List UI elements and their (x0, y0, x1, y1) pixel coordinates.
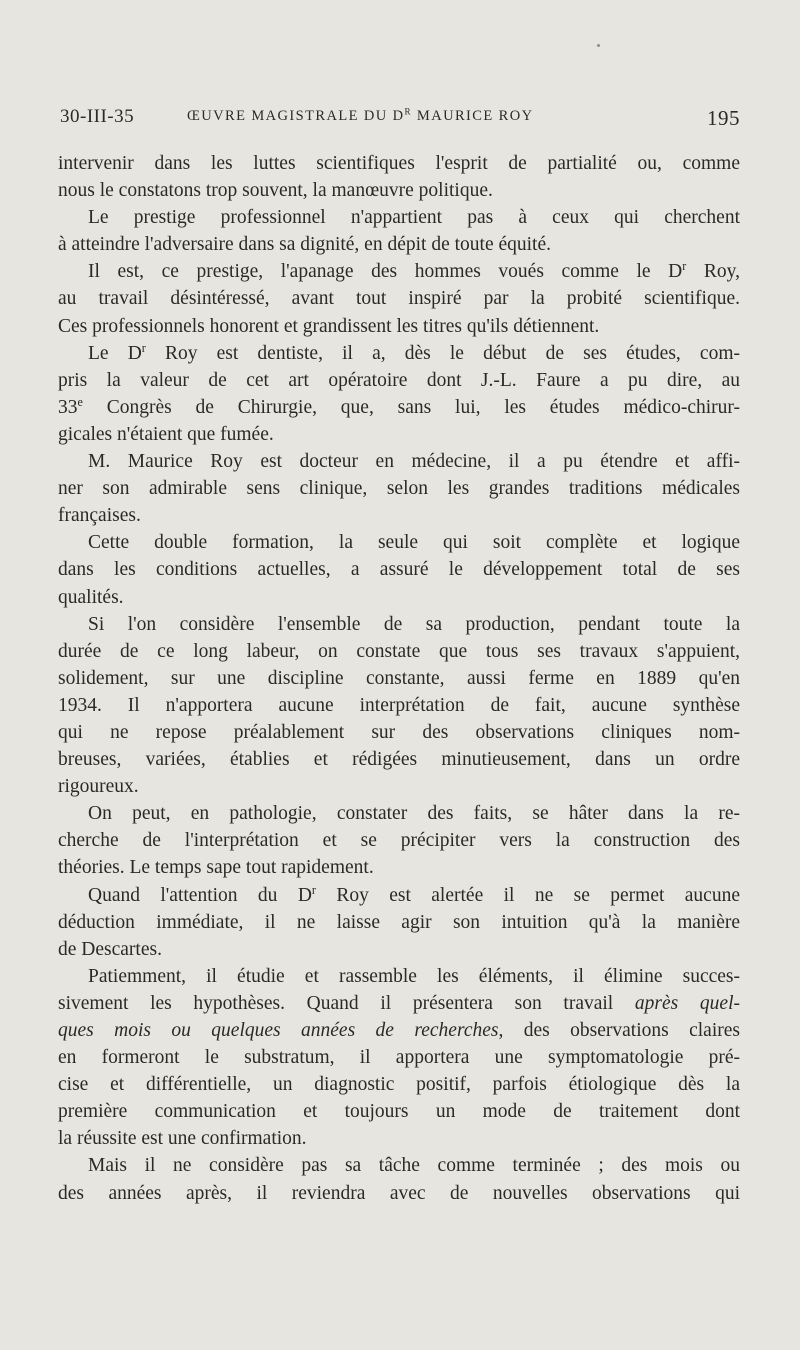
paper-speck (597, 44, 600, 47)
text-run: Le D (88, 342, 142, 364)
text-run: Cette double formation, la seule qui soit complète et logique (88, 532, 740, 554)
text-run: rigoureux. (58, 776, 139, 798)
text-line (58, 827, 740, 854)
text-run: M. Maurice Roy est docteur en médecine, il a pu étendre et affi- (88, 451, 740, 473)
text-line (58, 231, 740, 258)
text-line (58, 963, 740, 990)
text-run: des années après, il reviendra avec de nouvelles observations qui (58, 1182, 740, 1204)
text-run: Il est, ce prestige, l'apanage des hommes voués comme le D (88, 261, 683, 283)
text-run: Congrès de Chirurgie, que, sans lui, les études médico-chirur- (82, 396, 740, 418)
text-run: première communication et toujours un mode de traitement dont (58, 1101, 740, 1123)
text-run: Roy, (686, 261, 740, 283)
text-line (58, 1017, 740, 1044)
text-line (58, 313, 740, 340)
text-run: 1934. Il n'apportera aucune interprétation de fait, aucune synthèse (58, 694, 740, 716)
text-run: sivement les hypothèses. Quand il présentera son travail (58, 992, 635, 1014)
text-line (58, 882, 740, 909)
text-run: solidement, sur une discipline constante, aussi ferme en 1889 qu'en (58, 667, 740, 689)
text-line (58, 1180, 740, 1207)
text-run: la réussite est une confirmation. (58, 1128, 307, 1150)
text-line (58, 638, 740, 665)
superscript: r (682, 259, 687, 274)
text-line (58, 773, 740, 800)
body-text (58, 150, 740, 1207)
text-line (58, 584, 740, 611)
page-number: 195 (707, 106, 740, 130)
text-run: gicales n'étaient que fumée. (58, 423, 274, 445)
text-run: , des observations claires (498, 1020, 740, 1041)
text-line (58, 475, 740, 502)
text-line (58, 340, 740, 367)
header-title-sup: R (404, 106, 412, 117)
superscript: r (141, 340, 146, 355)
text-line (58, 177, 740, 204)
text-run: cherche de l'interprétation et se précipiter vers la construction des (58, 830, 740, 852)
text-run: Patiemment, il étudie et rassemble les éléments, il élimine succes- (88, 965, 740, 987)
text-run: On peut, en pathologie, constater des faits, se hâter dans la re- (88, 803, 740, 825)
text-run: pris la valeur de cet art opératoire dont J.-L. Faure a pu dire, au (58, 369, 740, 391)
text-line (58, 204, 740, 231)
text-run: de Descartes. (58, 938, 162, 960)
text-line (58, 800, 740, 827)
text-run: durée de ce long labeur, on constate que tous ses travaux s'appuient, (58, 640, 740, 662)
text-run: Si l'on considère l'ensemble de sa production, pendant toute la (88, 613, 740, 635)
text-run: à atteindre l'adversaire dans sa dignité, en dépit de toute équité. (58, 234, 551, 256)
text-run: théories. Le temps sape tout rapidement. (58, 857, 374, 879)
text-line (58, 421, 740, 448)
text-run: dans les conditions actuelles, a assuré le développement total de ses (58, 559, 740, 581)
text-run: Ces professionnels honorent et grandissent les titres qu'ils détiennent. (58, 315, 600, 337)
header-title-main: ŒUVRE MAGISTRALE DU D (187, 108, 405, 124)
superscript: e (77, 394, 83, 409)
text-line (58, 990, 740, 1017)
italic-text: ques mois ou quelques années de recherches (58, 1020, 499, 1041)
text-line (58, 692, 740, 719)
running-head (60, 104, 740, 134)
header-title-end: MAURICE ROY (411, 108, 534, 124)
text-line (58, 719, 740, 746)
text-run: ner son admirable sens clinique, selon les grandes traditions médicales (58, 478, 740, 500)
text-line (58, 1152, 740, 1179)
text-run: françaises. (58, 505, 141, 527)
text-run: nous le constatons trop souvent, la manœuvre politique. (58, 180, 493, 202)
text-line (58, 1071, 740, 1098)
text-line (58, 1098, 740, 1125)
text-line (58, 285, 740, 312)
text-line (58, 258, 740, 285)
text-line (58, 448, 740, 475)
text-run: Roy est dentiste, il a, dès le début de ses études, com- (145, 342, 740, 364)
text-line (58, 665, 740, 692)
text-line (58, 1125, 740, 1152)
text-run: au travail désintéressé, avant tout inspiré par la probité scientifique. (58, 288, 740, 310)
text-run: intervenir dans les luttes scientifiques l'esprit de partialité ou, comme (58, 153, 740, 174)
text-line (58, 529, 740, 556)
text-line (58, 854, 740, 881)
text-run: Roy est alertée il ne se permet aucune (315, 884, 740, 906)
superscript: r (311, 882, 316, 897)
text-run: cise et différentielle, un diagnostic positif, parfois étiologique dès la (58, 1074, 740, 1096)
text-line (58, 367, 740, 394)
text-line (58, 394, 740, 421)
text-line (58, 150, 740, 177)
text-run: breuses, variées, établies et rédigées minutieusement, dans un ordre (58, 749, 740, 771)
header-date: 30-III-35 (60, 106, 135, 127)
text-line (58, 909, 740, 936)
text-line (58, 556, 740, 583)
text-run: déduction immédiate, il ne laisse agir son intuition qu'à la manière (58, 911, 740, 933)
text-run: 33 (58, 396, 78, 418)
text-run: Quand l'attention du D (88, 884, 312, 906)
text-line (58, 746, 740, 773)
text-run: Mais il ne considère pas sa tâche comme terminée ; des mois ou (88, 1155, 740, 1177)
text-line (58, 1044, 740, 1071)
text-run: Le prestige professionnel n'appartient pas à ceux qui cherchent (88, 207, 740, 229)
text-run: en formeront le substratum, il apportera une symptomatologie pré- (58, 1047, 740, 1069)
text-line (58, 936, 740, 963)
text-line (58, 502, 740, 529)
header-title (187, 108, 533, 125)
text-run: qualités. (58, 586, 124, 608)
italic-text: après quel- (634, 992, 740, 1014)
text-run: qui ne repose préalablement sur des observations cliniques nom- (58, 721, 740, 743)
text-line (58, 611, 740, 638)
